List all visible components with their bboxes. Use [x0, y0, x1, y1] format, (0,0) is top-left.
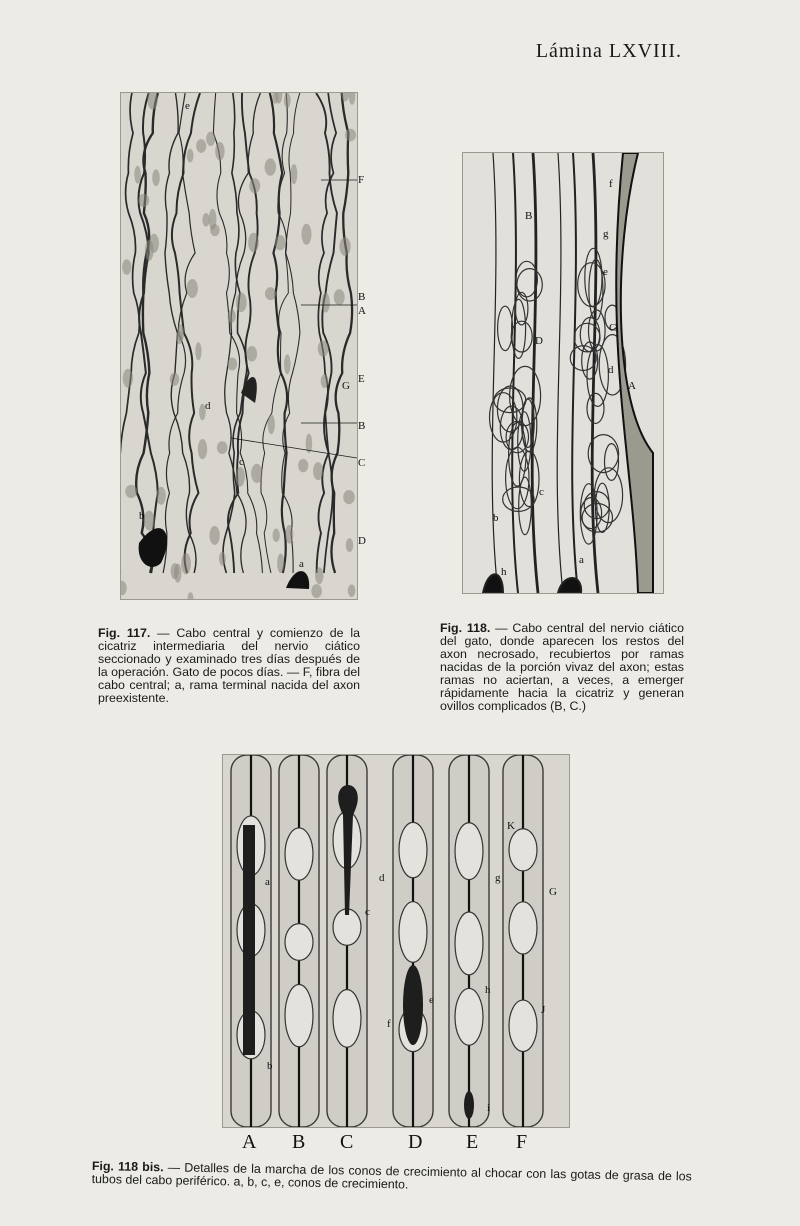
column-label: B: [292, 1131, 306, 1153]
page-title: Lámina LXVIII.: [535, 40, 682, 62]
fig118bis-label: d: [379, 872, 385, 884]
cell-nucleus: [265, 158, 276, 175]
fig118-label: b: [493, 512, 499, 524]
fat-droplet: [509, 1000, 537, 1051]
cell-nucleus: [195, 342, 201, 360]
fig117-label: A: [358, 305, 366, 317]
cell-nucleus: [251, 464, 262, 483]
cell-nucleus: [349, 93, 356, 105]
fig118-label: e: [603, 266, 608, 278]
cell-nucleus: [122, 259, 131, 274]
cell-nucleus: [147, 93, 157, 110]
figure-118bis-image: [222, 754, 570, 1128]
cell-nucleus: [348, 584, 356, 597]
cell-nucleus: [315, 567, 323, 584]
fat-droplet: [455, 988, 483, 1045]
cell-nucleus: [247, 346, 258, 362]
cell-nucleus: [149, 234, 159, 253]
figure-118bis-caption: [92, 1160, 692, 1196]
cell-nucleus: [273, 529, 280, 542]
fig118bis-label: f: [387, 1018, 391, 1030]
cell-nucleus: [343, 490, 355, 504]
cell-nucleus: [187, 279, 198, 298]
fig118-label: d: [608, 364, 614, 376]
fig118bis-label: a: [265, 876, 270, 888]
fat-droplet: [399, 822, 427, 877]
fig118-label: A: [628, 380, 636, 392]
fig117-label: c: [239, 456, 244, 468]
cell-nucleus: [219, 552, 226, 566]
cell-nucleus: [215, 142, 224, 160]
fig117-label: F: [358, 174, 365, 186]
cell-nucleus: [268, 415, 275, 435]
fig117-label: d: [205, 400, 211, 412]
cell-nucleus: [248, 233, 259, 253]
caption-text: — Cabo central y comienzo de la cicatriz intermediaria del nervio ciático seccionado y examinado tres días después de la operación. Gato de pocos días. — F, fibra del cabo central; a, rama terminal nacida del axon preexistente.: [98, 626, 360, 705]
fat-droplet: [509, 829, 537, 871]
cell-nucleus: [302, 224, 312, 245]
growth-cone: [286, 571, 309, 589]
figure-117-image: [120, 92, 358, 600]
figure-118-caption: [440, 622, 684, 713]
cell-nucleus: [334, 289, 345, 305]
column-label: A: [242, 1131, 257, 1153]
fat-droplet: [455, 912, 483, 975]
fig118-label: a: [579, 554, 584, 566]
fat-droplet: [509, 902, 537, 954]
fat-droplet: [285, 828, 313, 880]
cell-nucleus: [313, 462, 323, 480]
cell-nucleus: [134, 166, 141, 184]
caption-number: Fig. 118 bis.: [91, 1159, 164, 1175]
fig118bis-label: b: [267, 1060, 273, 1072]
fat-droplet: [333, 990, 361, 1048]
cell-nucleus: [188, 592, 194, 599]
cell-nucleus: [236, 467, 245, 487]
cell-nucleus: [277, 554, 284, 574]
cell-nucleus: [176, 331, 182, 344]
fig117-label: e: [185, 100, 190, 112]
fat-droplet: [285, 985, 313, 1047]
fig118bis-label: c: [365, 906, 370, 918]
fig117-label: C: [358, 457, 366, 469]
cell-nucleus: [152, 169, 160, 186]
fig118-label: f: [609, 178, 613, 190]
cell-nucleus: [228, 309, 236, 322]
fig117-label: b: [139, 510, 145, 522]
fig118bis-label: h: [485, 984, 491, 996]
cell-nucleus: [202, 213, 209, 227]
nerve-fiber: [172, 93, 200, 573]
cell-nucleus: [171, 563, 179, 579]
fig118-label: C: [609, 322, 617, 334]
fat-droplet: [285, 924, 313, 961]
fig118-label: D: [535, 335, 543, 347]
figure-117-side-labels: [356, 92, 386, 598]
cell-nucleus: [285, 525, 293, 544]
cell-nucleus: [291, 164, 298, 184]
fig117-label: G: [342, 380, 350, 392]
growth-cone: [464, 1091, 474, 1119]
cell-nucleus: [345, 129, 356, 142]
fig118bis-label: i: [487, 1102, 491, 1114]
cell-nucleus: [298, 459, 308, 472]
fig118-label: c: [539, 486, 544, 498]
fig118-label: g: [603, 228, 609, 240]
cell-nucleus: [249, 178, 260, 193]
cell-nucleus: [187, 149, 194, 163]
caption-text: — Cabo central del nervio ciático del gato, donde aparecen los restos del axon necrosado, recubiertos por ramas nacidas de la porción vivaz del axon; estas ramas no aciertan, a veces, a emerger rápidamente hacia la cicatriz y generan ovillos complicados (B, C.): [440, 621, 684, 713]
fig117-label: E: [358, 373, 365, 385]
nerve-fiber: [121, 93, 139, 573]
cell-nucleus: [206, 132, 215, 146]
cell-nucleus: [198, 439, 207, 459]
figure-118bis-column-labels: [222, 1128, 568, 1154]
cell-nucleus: [311, 584, 322, 598]
cell-nucleus: [321, 374, 329, 388]
cell-nucleus: [284, 354, 291, 374]
column-label: F: [516, 1131, 528, 1153]
cell-nucleus: [196, 139, 206, 153]
cell-nucleus: [181, 553, 191, 575]
cell-nucleus: [284, 93, 291, 108]
growth-cone: [243, 825, 255, 1055]
fig118-label: B: [525, 210, 533, 222]
cell-nucleus: [209, 526, 219, 545]
cell-nucleus: [339, 237, 350, 256]
cell-nucleus: [322, 293, 330, 313]
fig118bis-label: J: [541, 1004, 546, 1016]
nerve-fiber: [223, 93, 247, 573]
cell-nucleus: [170, 373, 180, 386]
caption-number: Fig. 117.: [98, 626, 151, 640]
column-label: E: [466, 1131, 479, 1153]
cell-nucleus: [125, 485, 137, 498]
cell-nucleus: [265, 287, 276, 300]
caption-text: — Detalles de la marcha de los conos de crecimiento al chocar con las gotas de grasa de los tubos del cabo periférico. a, b, c, e, conos de crecimiento.: [91, 1160, 692, 1192]
fig118bis-label: e: [429, 994, 434, 1006]
cell-nucleus: [227, 358, 237, 371]
cell-nucleus: [156, 487, 165, 505]
cell-nucleus: [144, 511, 155, 531]
fig117-label: D: [358, 535, 366, 547]
cell-nucleus: [123, 369, 133, 388]
fig118bis-label: g: [495, 872, 501, 884]
fig118bis-label: K: [507, 820, 515, 832]
fig117-label: B: [358, 420, 366, 432]
cell-nucleus: [346, 538, 353, 552]
cell-nucleus: [275, 235, 286, 250]
growth-cone: [403, 965, 423, 1045]
cell-nucleus: [138, 194, 149, 207]
fig118-label: h: [501, 566, 507, 578]
fat-droplet: [399, 902, 427, 963]
column-label: C: [340, 1131, 354, 1153]
figure-117-caption: [98, 627, 360, 705]
column-label: D: [408, 1131, 423, 1153]
fig117-label: a: [299, 558, 304, 570]
cell-nucleus: [121, 581, 127, 595]
figure-118-image: [462, 152, 664, 594]
fat-droplet: [455, 823, 483, 880]
caption-number: Fig. 118.: [440, 621, 491, 635]
fig118bis-label: G: [549, 886, 557, 898]
cell-nucleus: [217, 441, 228, 454]
cell-nucleus: [210, 224, 220, 236]
fig117-label: B: [358, 291, 366, 303]
cell-nucleus: [236, 293, 247, 313]
cell-nucleus: [318, 341, 329, 357]
